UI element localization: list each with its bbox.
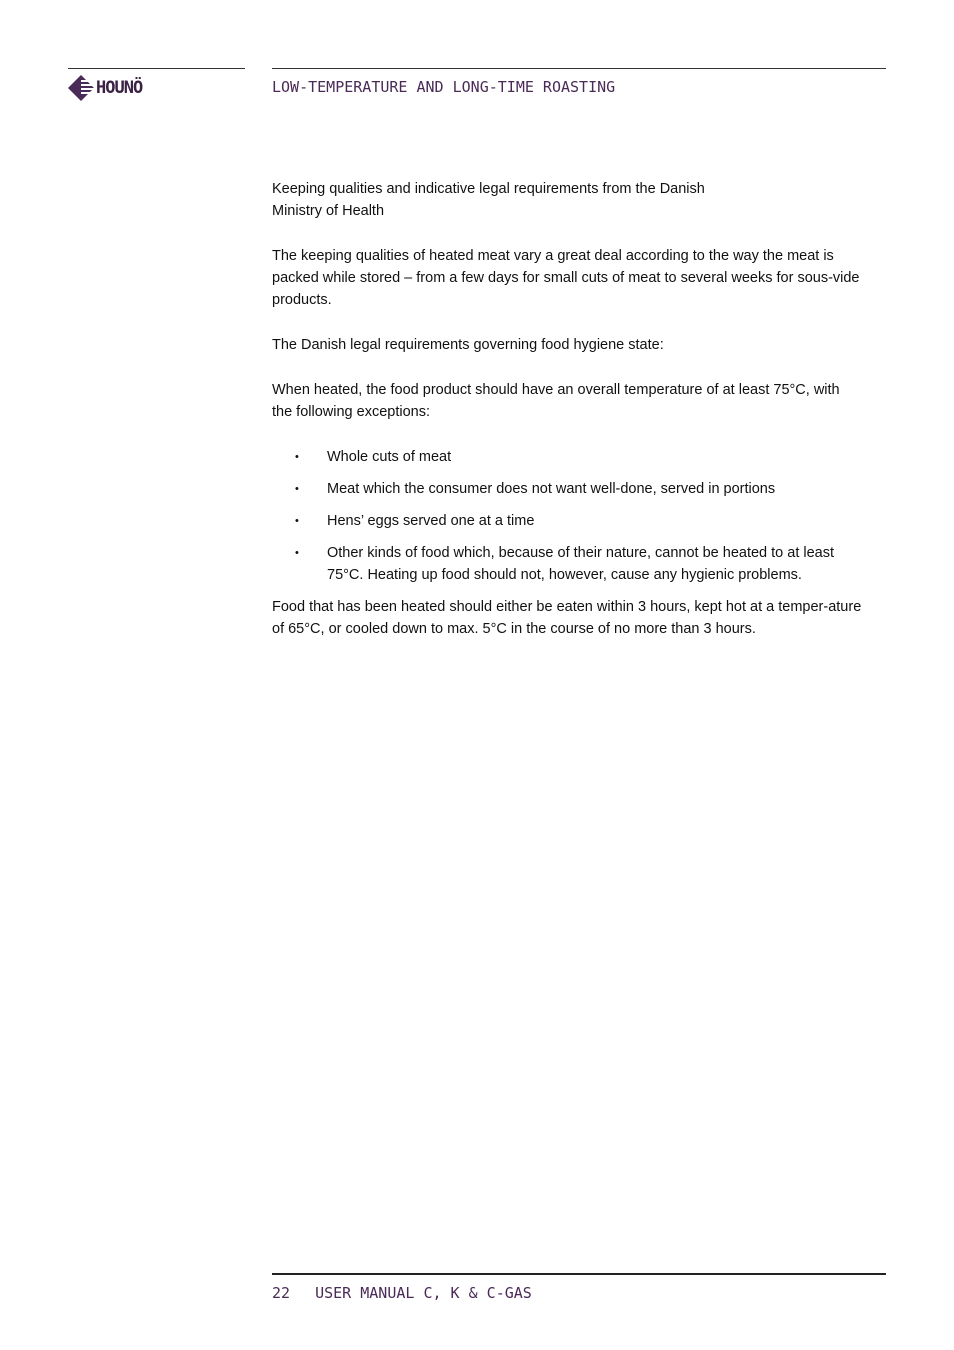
paragraph-heating-temperature: When heated, the food product should have an overall temperature of at least 75°C, with the following exceptions: [272, 382, 840, 420]
list-item-text: Whole cuts of meat [327, 449, 452, 465]
logo-wordmark: HOUNÖ [96, 78, 143, 98]
section-title [272, 178, 862, 222]
list-item [272, 510, 862, 532]
main-content [272, 178, 862, 640]
page-header-title: LOW-TEMPERATURE AND LONG-TIME ROASTING [272, 78, 616, 96]
header-rule-left [68, 68, 245, 69]
paragraph-keeping-qualities: The keeping qualities of heated meat vary a great deal according to the way the meat is packed while stored – from a few days for small cuts of meat to several weeks for sous-vide products. [272, 248, 860, 308]
paragraph-legal-requirements: The Danish legal requirements governing food hygiene state: [272, 337, 664, 353]
paragraph-heated-food: Food that has been heated should either be eaten within 3 hours, kept hot at a temper-ature of 65°C, or cooled down to max. 5°C in the course of no more than 3 hours. [272, 599, 862, 637]
page-number: 22 [272, 1284, 291, 1302]
bullet-icon: • [295, 451, 299, 463]
section-title-line1: Keeping qualities and indicative legal requirements from the Danish [272, 181, 705, 197]
exceptions-list [272, 446, 862, 586]
footer-rule [272, 1273, 886, 1275]
list-item-text: Meat which the consumer does not want well-done, served in portions [327, 481, 776, 497]
hounoe-logo [68, 74, 142, 102]
list-item [272, 542, 862, 586]
page-footer [272, 1284, 532, 1302]
list-item-text: Other kinds of food which, because of their nature, cannot be heated to at least 75°C. Heating up food should not, however, cause any hygienic problems. [327, 545, 835, 583]
list-item [272, 446, 862, 468]
logo-diamond-icon [68, 74, 94, 102]
bullet-icon: • [295, 515, 299, 527]
header-rule-right [272, 68, 886, 69]
bullet-icon: • [295, 547, 299, 559]
list-item [272, 478, 862, 500]
list-item-text: Hens’ eggs served one at a time [327, 513, 535, 529]
bullet-icon: • [295, 483, 299, 495]
section-title-line2: Ministry of Health [272, 203, 385, 219]
manual-title: USER MANUAL C, K & C-GAS [315, 1284, 532, 1302]
